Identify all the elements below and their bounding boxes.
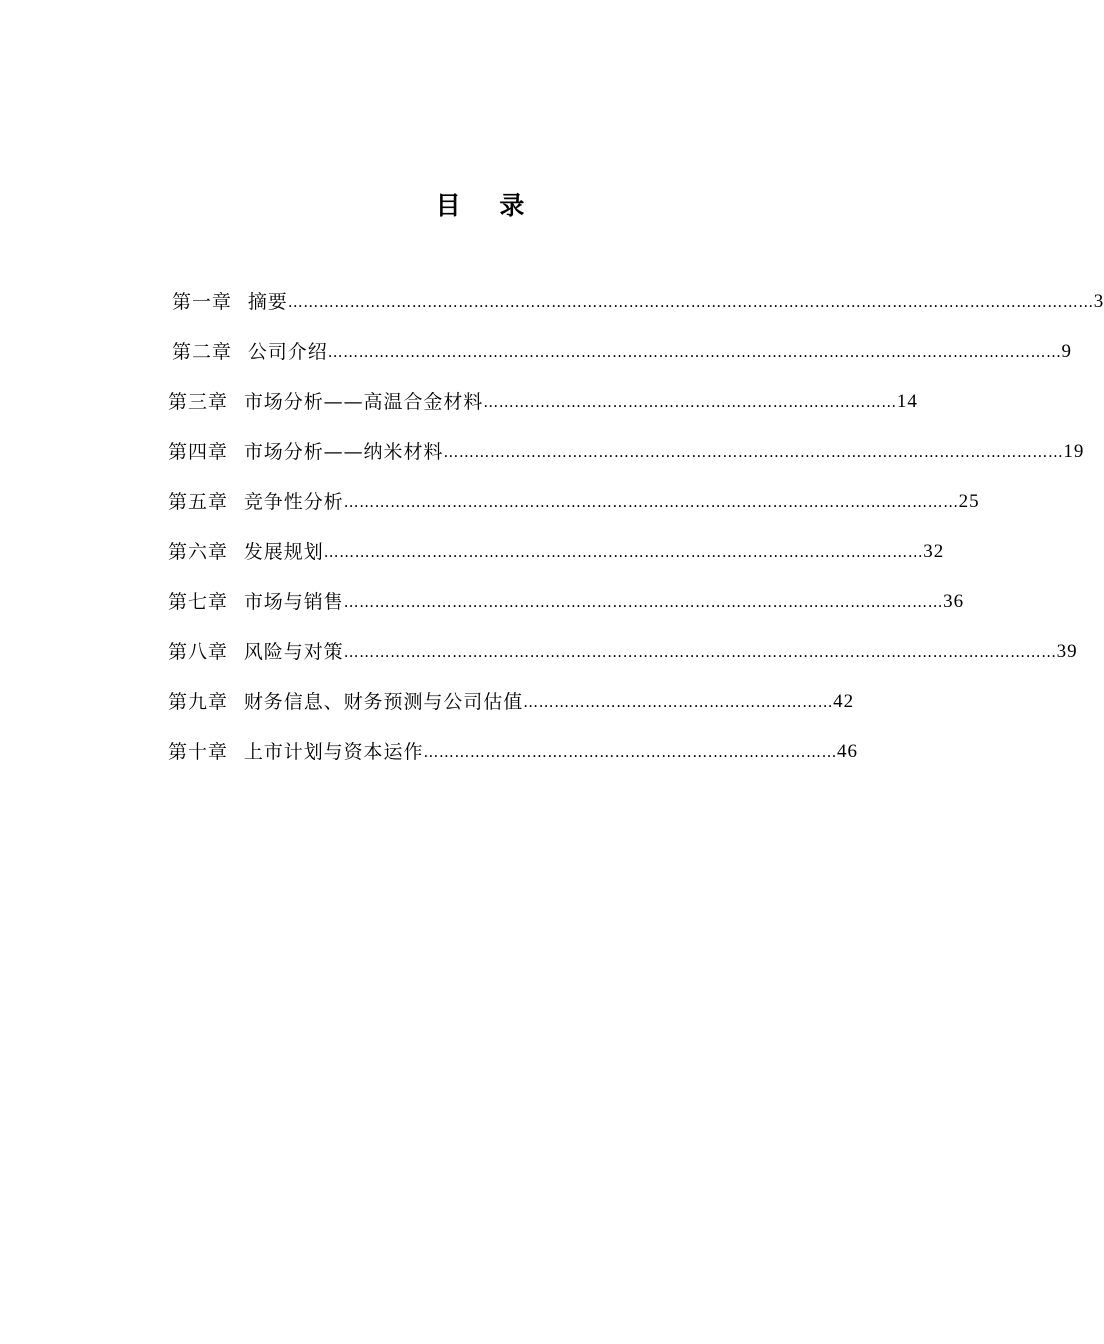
dot-leader: ………………….………………………………………………………………………………………………………… bbox=[327, 343, 1062, 361]
page-number: 9 bbox=[1061, 341, 1072, 362]
dot-leader: ………………………………………………………………………………………………………… bbox=[443, 443, 1064, 461]
toc-entry[interactable] bbox=[172, 337, 1072, 367]
page-number: 19 bbox=[1063, 441, 1085, 462]
toc-entry[interactable] bbox=[168, 387, 918, 417]
chapter-title: 风险与对策 bbox=[243, 641, 344, 663]
toc-entry[interactable] bbox=[168, 587, 965, 617]
chapter-number: 第三章 bbox=[168, 391, 228, 413]
chapter-title: 摘要 bbox=[247, 291, 288, 313]
chapter-title: 市场分析——纳米材料 bbox=[243, 441, 444, 463]
chapter-number: 第二章 bbox=[172, 341, 232, 363]
dot-leader: ……………………….……………………….…………………… bbox=[423, 743, 837, 761]
page-number: 3 bbox=[1093, 291, 1104, 312]
chapter-number: 第一章 bbox=[172, 291, 232, 313]
dot-leader: ……………………….………………………….…………………………………………………… bbox=[343, 493, 959, 511]
chapter-number: 第四章 bbox=[168, 441, 228, 463]
dot-leader: ………………………………………………………………………………………………………………………… bbox=[343, 643, 1057, 661]
page-number: 25 bbox=[958, 491, 980, 512]
dot-leader: ……………………….……………………….…………………………………………………… bbox=[343, 593, 944, 611]
dot-leader: ……………………….……………………….…………………………………………………… bbox=[323, 543, 924, 561]
toc-entry[interactable] bbox=[168, 437, 1085, 467]
dot-leader: ………………………………………………………………………………………………………………………………………… bbox=[287, 293, 1094, 311]
chapter-title: 发展规划 bbox=[243, 541, 324, 563]
toc-entry[interactable] bbox=[168, 637, 1078, 667]
page-number: 46 bbox=[836, 741, 858, 762]
chapter-number: 第七章 bbox=[168, 591, 228, 613]
chapter-title: 上市计划与资本运作 bbox=[243, 741, 424, 763]
page-number: 32 bbox=[923, 541, 945, 562]
chapter-title: 市场与销售 bbox=[243, 591, 344, 613]
chapter-number: 第五章 bbox=[168, 491, 228, 513]
page-number: 14 bbox=[896, 391, 918, 412]
dot-leader: ……….……………………….…………………………………… bbox=[483, 393, 897, 411]
page-number: 36 bbox=[943, 591, 965, 612]
page-number: 39 bbox=[1056, 641, 1078, 662]
chapter-number: 第六章 bbox=[168, 541, 228, 563]
chapter-number: 第九章 bbox=[168, 691, 228, 713]
toc-entry[interactable] bbox=[168, 687, 855, 717]
toc-entry[interactable] bbox=[168, 537, 945, 567]
chapter-title: 市场分析——高温合金材料 bbox=[243, 391, 484, 413]
toc-entry[interactable] bbox=[172, 287, 1104, 317]
toc-entry[interactable] bbox=[168, 487, 980, 517]
chapter-title: 竞争性分析 bbox=[243, 491, 344, 513]
page-number: 42 bbox=[833, 691, 855, 712]
dot-leader: …………………………………………………… bbox=[523, 693, 834, 711]
chapter-number: 第八章 bbox=[168, 641, 228, 663]
chapter-title: 公司介绍 bbox=[247, 341, 328, 363]
chapter-number: 第十章 bbox=[168, 741, 228, 763]
toc-title: 目 录 bbox=[435, 191, 540, 220]
chapter-title: 财务信息、财务预测与公司估值 bbox=[243, 691, 524, 713]
toc-entry[interactable] bbox=[168, 737, 858, 767]
